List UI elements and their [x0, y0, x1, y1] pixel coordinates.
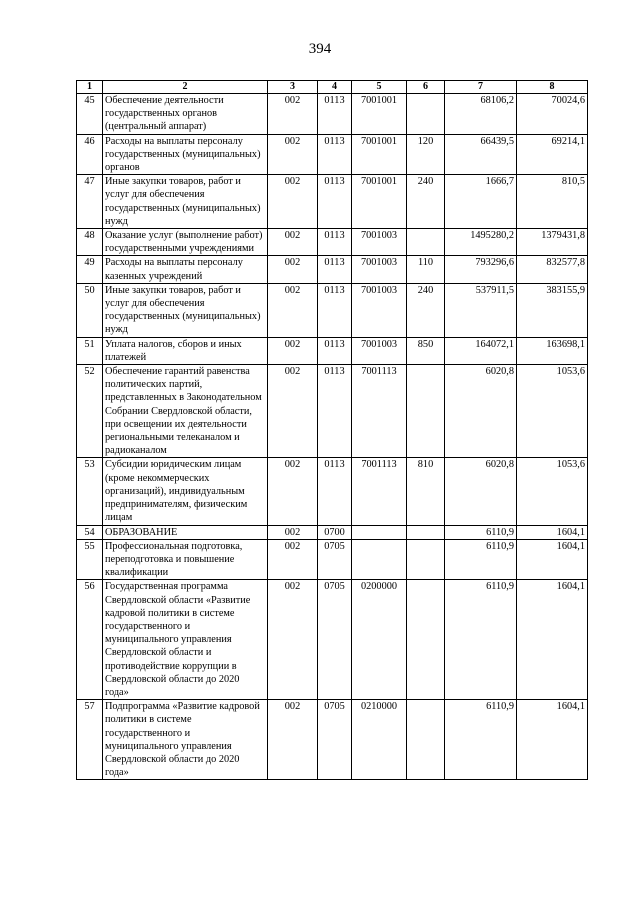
- row-col5: 7001113: [352, 458, 407, 525]
- row-name: Обеспечение деятельности государственных органов (центральный аппарат): [103, 94, 268, 135]
- row-col8: 69214,1: [517, 134, 588, 175]
- row-col5: 7001003: [352, 256, 407, 283]
- row-col8: 1604,1: [517, 700, 588, 780]
- row-col6: 240: [407, 175, 445, 229]
- table-row: [77, 365, 588, 458]
- row-col5: 7001003: [352, 283, 407, 337]
- row-col5: 7001001: [352, 175, 407, 229]
- row-number: 50: [77, 283, 103, 337]
- row-col5: [352, 525, 407, 539]
- row-col6: 110: [407, 256, 445, 283]
- row-number: 51: [77, 337, 103, 364]
- row-number: 57: [77, 700, 103, 780]
- row-col8: 383155,9: [517, 283, 588, 337]
- col-header-2: 2: [103, 81, 268, 94]
- row-col3: 002: [268, 134, 318, 175]
- row-col4: 0113: [318, 256, 352, 283]
- row-col4: 0113: [318, 458, 352, 525]
- row-col8: 810,5: [517, 175, 588, 229]
- row-col8: 163698,1: [517, 337, 588, 364]
- row-name: Подпрограмма «Развитие кадровой политики в системе государственного и муниципального управления Свердловской области до 2020 года»: [103, 700, 268, 780]
- row-name: Субсидии юридическим лицам (кроме некоммерческих организаций), индивидуальным предпринимателям, физическим лицам: [103, 458, 268, 525]
- row-col3: 002: [268, 700, 318, 780]
- row-col6: [407, 539, 445, 580]
- table-body: [77, 94, 588, 780]
- row-col8: 1604,1: [517, 580, 588, 700]
- row-col7: 6020,8: [445, 365, 517, 458]
- row-name: Расходы на выплаты персоналу государственных (муниципальных) органов: [103, 134, 268, 175]
- row-name: Государственная программа Свердловской области «Развитие кадровой политики в системе государственного и муниципального управления Свердловской области и противодействие коррупции в Свердловской области до 2020 года»: [103, 580, 268, 700]
- row-col3: 002: [268, 525, 318, 539]
- row-name: Иные закупки товаров, работ и услуг для обеспечения государственных (муниципальных) нужд: [103, 175, 268, 229]
- row-number: 55: [77, 539, 103, 580]
- row-number: 52: [77, 365, 103, 458]
- row-col7: 164072,1: [445, 337, 517, 364]
- col-header-3: 3: [268, 81, 318, 94]
- row-number: 54: [77, 525, 103, 539]
- row-col3: 002: [268, 365, 318, 458]
- row-col3: 002: [268, 458, 318, 525]
- row-number: 47: [77, 175, 103, 229]
- row-col4: 0113: [318, 337, 352, 364]
- row-col5: [352, 539, 407, 580]
- row-col8: 70024,6: [517, 94, 588, 135]
- row-col7: 6110,9: [445, 539, 517, 580]
- table-row: [77, 283, 588, 337]
- row-col5: 7001003: [352, 229, 407, 256]
- row-col6: 810: [407, 458, 445, 525]
- row-number: 45: [77, 94, 103, 135]
- table-row: [77, 525, 588, 539]
- row-col7: 6110,9: [445, 580, 517, 700]
- row-col4: 0705: [318, 539, 352, 580]
- row-col6: 120: [407, 134, 445, 175]
- table-row: [77, 700, 588, 780]
- row-col7: 6110,9: [445, 700, 517, 780]
- row-name: Профессиональная подготовка, переподготовка и повышение квалификации: [103, 539, 268, 580]
- row-col5: 7001003: [352, 337, 407, 364]
- row-col4: 0113: [318, 94, 352, 135]
- row-name: Уплата налогов, сборов и иных платежей: [103, 337, 268, 364]
- row-name: Оказание услуг (выполнение работ) государственными учреждениями: [103, 229, 268, 256]
- row-col7: 1666,7: [445, 175, 517, 229]
- row-col5: 7001001: [352, 134, 407, 175]
- table-row: [77, 337, 588, 364]
- row-col4: 0700: [318, 525, 352, 539]
- row-col8: 1379431,8: [517, 229, 588, 256]
- row-col3: 002: [268, 94, 318, 135]
- row-col7: 68106,2: [445, 94, 517, 135]
- table-row: [77, 256, 588, 283]
- budget-table: [76, 80, 588, 780]
- col-header-8: 8: [517, 81, 588, 94]
- row-col4: 0113: [318, 365, 352, 458]
- row-number: 56: [77, 580, 103, 700]
- row-number: 49: [77, 256, 103, 283]
- row-number: 53: [77, 458, 103, 525]
- col-header-5: 5: [352, 81, 407, 94]
- row-col8: 1053,6: [517, 458, 588, 525]
- row-col3: 002: [268, 175, 318, 229]
- col-header-7: 7: [445, 81, 517, 94]
- row-col3: 002: [268, 256, 318, 283]
- table-row: [77, 229, 588, 256]
- row-name: Иные закупки товаров, работ и услуг для обеспечения государственных (муниципальных) нужд: [103, 283, 268, 337]
- col-header-6: 6: [407, 81, 445, 94]
- row-col3: 002: [268, 539, 318, 580]
- row-col5: 0210000: [352, 700, 407, 780]
- row-col4: 0113: [318, 134, 352, 175]
- col-header-1: 1: [77, 81, 103, 94]
- page-number: 394: [308, 41, 332, 57]
- row-col3: 002: [268, 337, 318, 364]
- row-col6: [407, 229, 445, 256]
- table-row: [77, 94, 588, 135]
- row-col4: 0113: [318, 229, 352, 256]
- row-col3: 002: [268, 229, 318, 256]
- row-col7: 6020,8: [445, 458, 517, 525]
- row-col6: [407, 700, 445, 780]
- row-col5: 7001001: [352, 94, 407, 135]
- row-col7: 6110,9: [445, 525, 517, 539]
- row-number: 48: [77, 229, 103, 256]
- row-col6: [407, 580, 445, 700]
- row-number: 46: [77, 134, 103, 175]
- row-col7: 1495280,2: [445, 229, 517, 256]
- row-col6: [407, 525, 445, 539]
- header-row: [77, 81, 588, 94]
- row-col7: 537911,5: [445, 283, 517, 337]
- row-col3: 002: [268, 580, 318, 700]
- row-col4: 0113: [318, 283, 352, 337]
- table-row: [77, 580, 588, 700]
- row-col4: 0113: [318, 175, 352, 229]
- row-col4: 0705: [318, 580, 352, 700]
- table-row: [77, 458, 588, 525]
- row-col6: 240: [407, 283, 445, 337]
- table-row: [77, 134, 588, 175]
- table-row: [77, 539, 588, 580]
- row-name: Обеспечение гарантий равенства политических партий, представленных в Законодательном Собрании Свердловской области, при освещении их деятельности региональными телеканалом и радиоканалом: [103, 365, 268, 458]
- row-col5: 0200000: [352, 580, 407, 700]
- row-col6: 850: [407, 337, 445, 364]
- row-col7: 66439,5: [445, 134, 517, 175]
- row-col8: 832577,8: [517, 256, 588, 283]
- row-name: ОБРАЗОВАНИЕ: [103, 525, 268, 539]
- row-col6: [407, 94, 445, 135]
- row-col7: 793296,6: [445, 256, 517, 283]
- row-col4: 0705: [318, 700, 352, 780]
- table-row: [77, 175, 588, 229]
- row-col8: 1053,6: [517, 365, 588, 458]
- row-col8: 1604,1: [517, 525, 588, 539]
- row-col5: 7001113: [352, 365, 407, 458]
- row-col3: 002: [268, 283, 318, 337]
- row-name: Расходы на выплаты персоналу казенных учреждений: [103, 256, 268, 283]
- row-col6: [407, 365, 445, 458]
- row-col8: 1604,1: [517, 539, 588, 580]
- col-header-4: 4: [318, 81, 352, 94]
